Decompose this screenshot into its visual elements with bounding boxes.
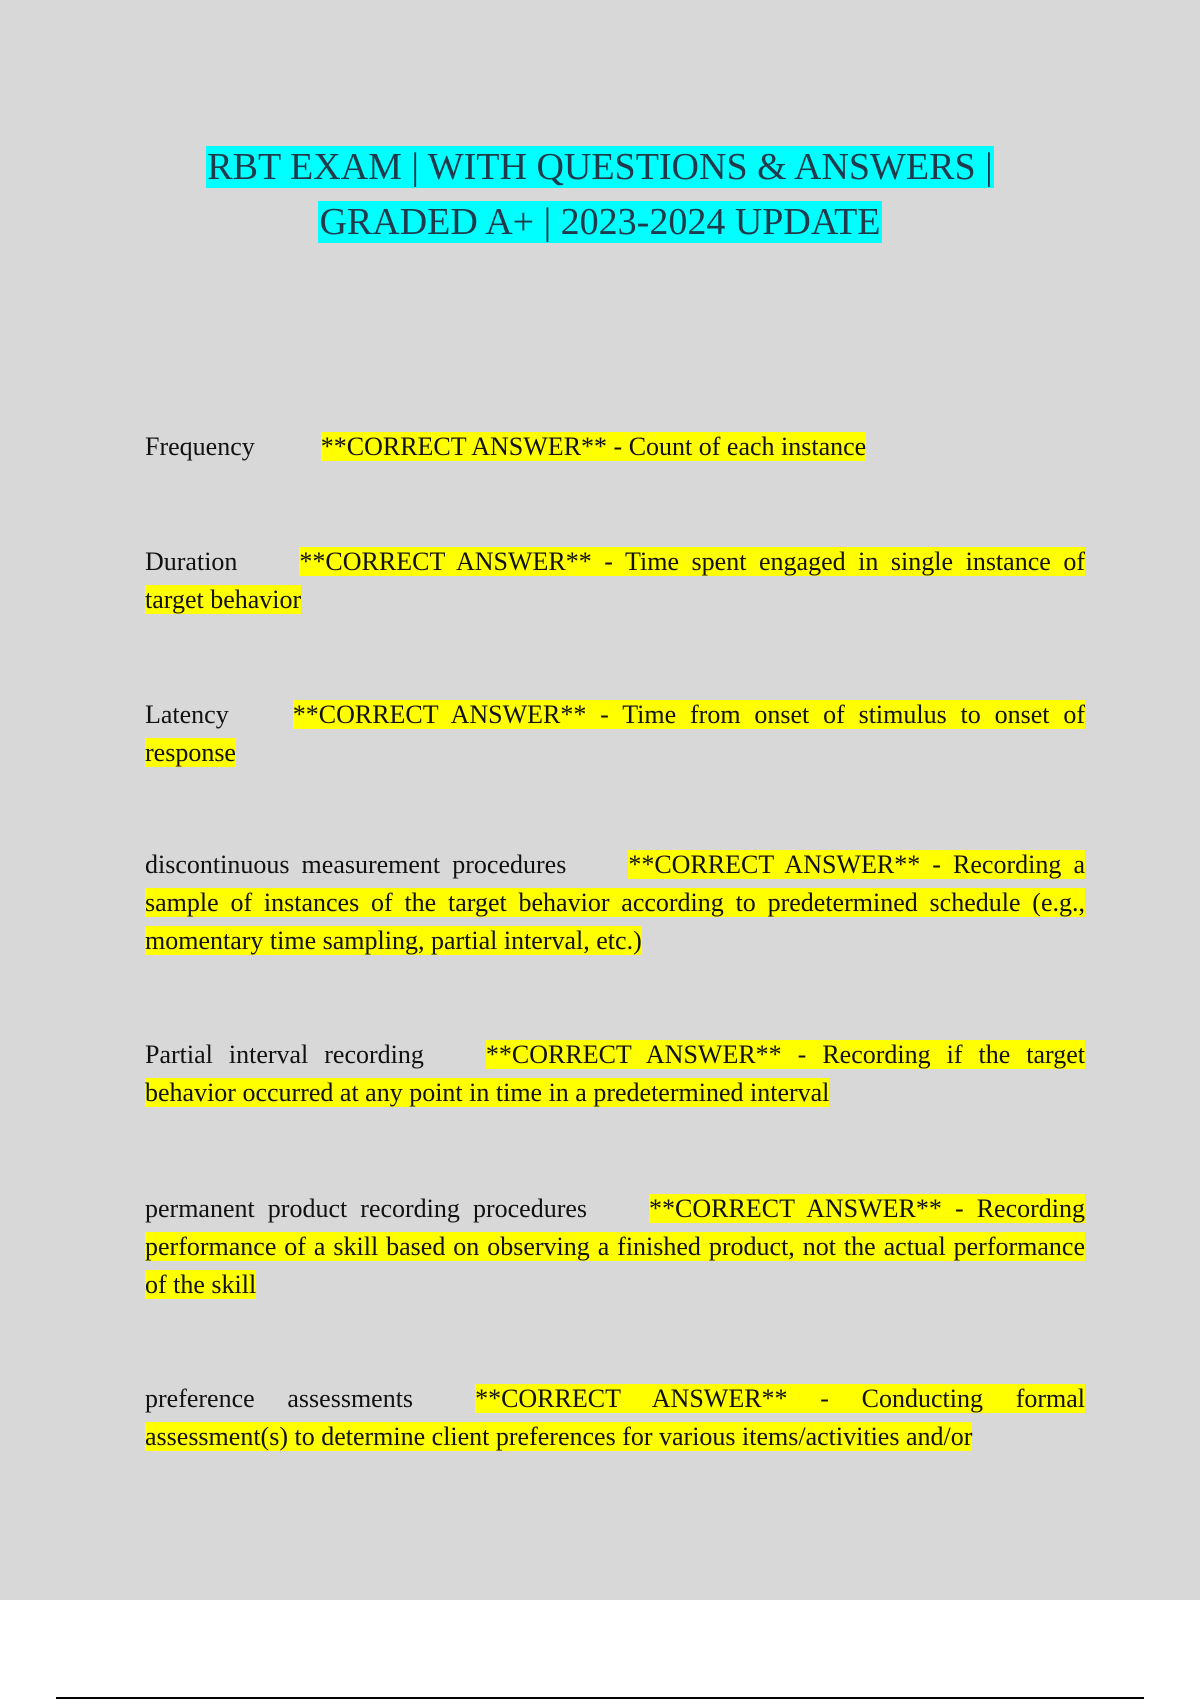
entry-answer: **CORRECT ANSWER** - Recording a sample of instances of the target behavior according to predetermined schedule (e.g., momentary time sampling, partial interval, etc.)	[145, 850, 1085, 955]
qa-entry-preference-assessments	[145, 1380, 1085, 1456]
entry-term: Duration	[145, 547, 238, 576]
qa-entry-duration	[145, 543, 1085, 619]
title-line-2: GRADED A+ | 2023-2024 UPDATE	[319, 201, 881, 243]
entry-answer: **CORRECT ANSWER** - Recording if the target behavior occurred at any point in time in a predetermined interval	[145, 1040, 1085, 1107]
entry-term: Frequency	[145, 432, 255, 461]
entry-answer: **CORRECT ANSWER** - Recording performance of a skill based on observing a finished product, not the actual performance of the skill	[145, 1194, 1085, 1299]
entry-term: Latency	[145, 700, 229, 729]
entry-answer: **CORRECT ANSWER** - Conducting formal assessment(s) to determine client preferences for various items/activities and/or	[145, 1384, 1085, 1451]
entry-term: preference assessments	[145, 1384, 414, 1413]
document-title	[0, 140, 1200, 250]
entry-term: Partial interval recording	[145, 1040, 424, 1069]
qa-entry-latency	[145, 696, 1085, 772]
entry-term: discontinuous measurement procedures	[145, 850, 567, 879]
title-line-1: RBT EXAM | WITH QUESTIONS & ANSWERS |	[207, 146, 993, 188]
qa-entry-discontinuous-measurement	[145, 846, 1085, 960]
qa-entry-permanent-product	[145, 1190, 1085, 1304]
qa-entry-frequency	[145, 428, 1085, 466]
entry-term: permanent product recording procedures	[145, 1194, 588, 1223]
entry-answer: **CORRECT ANSWER** - Time spent engaged in single instance of target behavior	[145, 547, 1085, 614]
entry-answer: **CORRECT ANSWER** - Count of each instance	[320, 432, 867, 461]
qa-entry-partial-interval	[145, 1036, 1085, 1112]
entry-answer: **CORRECT ANSWER** - Time from onset of stimulus to onset of response	[145, 700, 1085, 767]
footer-divider	[56, 1697, 1144, 1699]
